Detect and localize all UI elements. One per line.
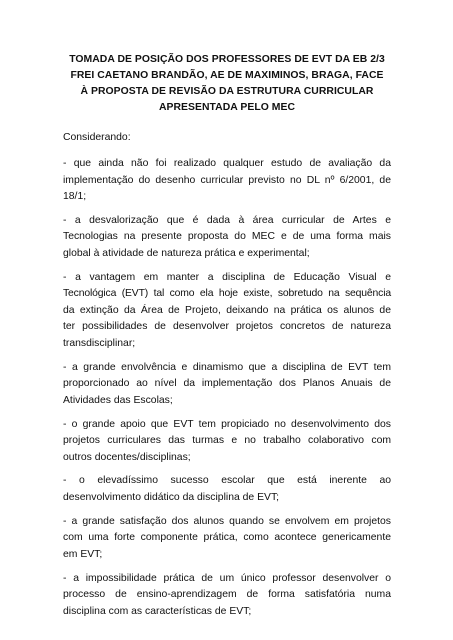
document-title	[62, 52, 392, 116]
consideration-paragraph	[63, 213, 391, 263]
paragraph-line: ter possibilidades de desenvolver projetos concretos de natureza	[63, 321, 391, 333]
paragraph-line: - a desvalorização que é dada à área curricular de Artes e	[63, 214, 391, 226]
paragraph-line: global à atividade de natureza prática e experimental;	[63, 247, 310, 259]
considerations-list	[63, 156, 391, 628]
paragraph-line: da extinção da Área de Projeto, deixando na prática os alunos de	[63, 304, 391, 316]
consideration-paragraph	[63, 473, 391, 506]
paragraph-line: em EVT;	[63, 548, 103, 560]
consideration-paragraph	[63, 571, 391, 621]
paragraph-line: - que ainda não foi realizado qualquer estudo de avaliação da	[63, 158, 391, 169]
paragraph-line: 18/1;	[63, 191, 87, 202]
title-line: FREI CAETANO BRANDÃO, AE DE MAXIMINOS, BRAGA, FACE	[70, 70, 384, 81]
paragraph-line: disciplina com as características de EVT;	[63, 605, 252, 617]
paragraph-line: - a grande satisfação dos alunos quando se envolvem em projetos	[63, 515, 391, 527]
paragraph-line: Tecnológica (EVT) tal como ela hoje existe, sobretudo na sequência	[63, 288, 391, 300]
intro-text: Considerando:	[63, 132, 131, 143]
paragraph-line: desenvolvimento didático da disciplina de EVT;	[63, 491, 280, 503]
paragraph-line: - a vantagem em manter a disciplina de Educação Visual e	[63, 271, 391, 283]
paragraph-line: - o elevadíssimo sucesso escolar que está inerente ao	[63, 475, 391, 487]
consideration-paragraph	[63, 417, 391, 467]
paragraph-line: - a impossibilidade prática de um único professor desenvolver o	[63, 572, 391, 584]
title-line: APRESENTADA PELO MEC	[158, 102, 296, 113]
paragraph-line: Atividades das Escolas;	[63, 394, 173, 406]
paragraph-line: projetos curriculares das turmas e no trabalho colaborativo com	[63, 435, 391, 447]
paragraph-line: proporcionado ao nível da implementação dos Planos Anuais de	[63, 378, 391, 390]
consideration-paragraph	[63, 514, 391, 564]
paragraph-line: Tecnologias na presente proposta do MEC e de uma forma mais	[63, 231, 391, 243]
consideration-paragraph	[63, 360, 391, 410]
consideration-paragraph	[63, 156, 391, 206]
paragraph-line: - o grande apoio que EVT tem propiciado no desenvolvimento dos	[63, 418, 391, 430]
paragraph-line: transdisciplinar;	[63, 337, 136, 349]
paragraph-line: outros docentes/disciplinas;	[63, 451, 191, 463]
paragraph-line: implementação do desenho curricular previsto no DL nº 6/2001, de	[63, 174, 391, 186]
paragraph-line: processo de ensino-aprendizagem de forma satisfatória numa	[63, 589, 391, 601]
title-line: À PROPOSTA DE REVISÃO DA ESTRUTURA CURRICULAR	[80, 86, 374, 97]
consideration-paragraph	[63, 270, 391, 353]
paragraph-line: com uma forte componente prática, como acontece genericamente	[63, 532, 391, 544]
paragraph-line: - a grande envolvência e dinamismo que a disciplina de EVT tem	[63, 361, 391, 373]
title-line: TOMADA DE POSIÇÃO DOS PROFESSORES DE EVT DA EB 2/3	[69, 54, 385, 65]
